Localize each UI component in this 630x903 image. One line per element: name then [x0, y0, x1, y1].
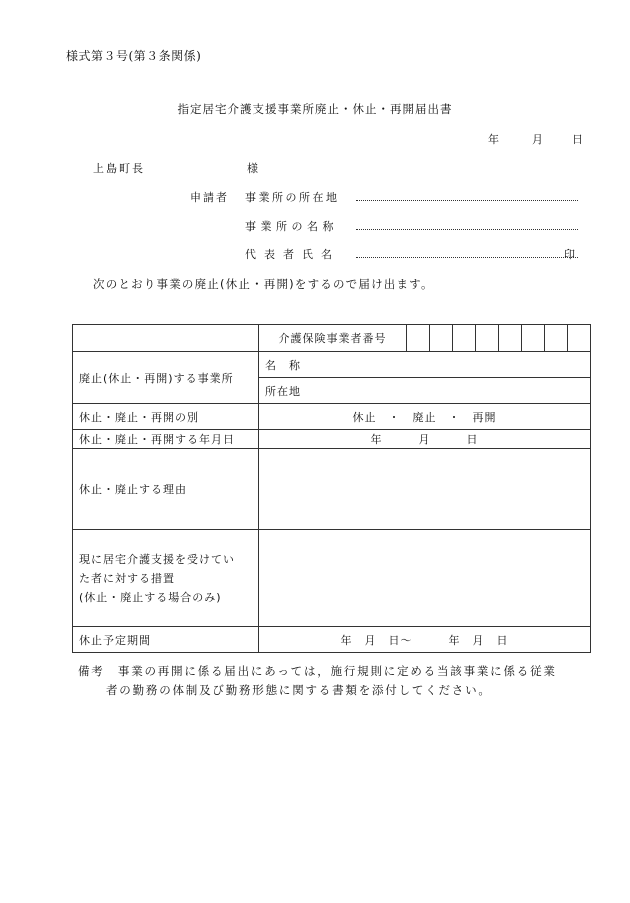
- notification-form-table: [72, 324, 591, 653]
- applicant-address-field[interactable]: [356, 200, 578, 201]
- date-month-label: 月: [532, 133, 543, 146]
- insurance-number-digit-2[interactable]: [430, 325, 453, 352]
- table-row: [73, 530, 591, 627]
- effective-date-label: 休止・廃止・再開する年月日: [73, 430, 259, 449]
- table-row: [73, 325, 591, 352]
- facility-location-label: 所在地: [265, 384, 301, 398]
- facility-name-cell[interactable]: [259, 352, 591, 378]
- applicant-label: 申請者: [190, 191, 229, 204]
- insurance-number-digit-5[interactable]: [499, 325, 522, 352]
- remarks-line-2: 者の勤務の体制及び勤務形態に関する書類を添付してください。: [106, 683, 492, 697]
- insurance-number-digit-1[interactable]: [407, 325, 430, 352]
- remarks-note: [78, 662, 557, 700]
- addressee-honorific: 様: [247, 162, 258, 175]
- representative-label: 代表者氏名: [245, 248, 340, 261]
- intro-statement: 次のとおり事業の廃止(休止・再開)をするので届け出ます。: [93, 277, 434, 291]
- table-row: [73, 430, 591, 449]
- table-row: [73, 449, 591, 530]
- category-label: 休止・廃止・再開の別: [73, 404, 259, 430]
- date-day-label: 日: [572, 133, 583, 146]
- seal-mark: 印: [564, 248, 575, 261]
- insurance-number-digit-8[interactable]: [568, 325, 591, 352]
- insurance-number-digit-6[interactable]: [522, 325, 545, 352]
- table-row: [73, 627, 591, 653]
- facility-name-label: 名 称: [265, 358, 301, 372]
- addressee-name: 上島町長: [93, 162, 145, 175]
- form-number: 様式第３号(第３条関係): [66, 49, 202, 63]
- table-row: [73, 404, 591, 430]
- insurance-number-digit-3[interactable]: [453, 325, 476, 352]
- document-title: 指定居宅介護支援事業所廃止・休止・再開届出書: [177, 102, 453, 116]
- applicant-name-label: 事業所の名称: [245, 220, 338, 233]
- facility-label: 廃止(休止・再開)する事業所: [73, 352, 259, 404]
- insurance-number-digit-4[interactable]: [476, 325, 499, 352]
- blank-header-cell: [73, 325, 259, 352]
- representative-field[interactable]: [356, 257, 578, 258]
- category-options[interactable]: 休止 ・ 廃止 ・ 再開: [259, 404, 591, 430]
- effective-date-value[interactable]: 年 月 日: [259, 430, 591, 449]
- reason-label: 休止・廃止する理由: [73, 449, 259, 530]
- measures-label: [73, 530, 259, 627]
- applicant-address-label: 事業所の所在地: [245, 191, 340, 204]
- table-row: [73, 352, 591, 378]
- suspension-period-label: 休止予定期間: [73, 627, 259, 653]
- remarks-line-1: 備考 事業の再開に係る届出にあっては，施行規則に定める当該事業に係る従業: [78, 664, 557, 678]
- insurance-number-digit-7[interactable]: [545, 325, 568, 352]
- measures-label-line-1: 現に居宅介護支援を受けてい: [79, 552, 235, 566]
- facility-location-cell[interactable]: [259, 378, 591, 404]
- suspension-period-value[interactable]: 年 月 日～ 年 月 日: [259, 627, 591, 653]
- measures-label-line-2: た者に対する措置: [79, 571, 175, 585]
- date-year-label: 年: [488, 133, 499, 146]
- reason-field[interactable]: [259, 449, 591, 530]
- measures-field[interactable]: [259, 530, 591, 627]
- measures-label-line-3: (休止・廃止する場合のみ): [79, 590, 222, 604]
- insurance-number-label: 介護保険事業者番号: [259, 325, 407, 352]
- applicant-name-field[interactable]: [356, 229, 578, 230]
